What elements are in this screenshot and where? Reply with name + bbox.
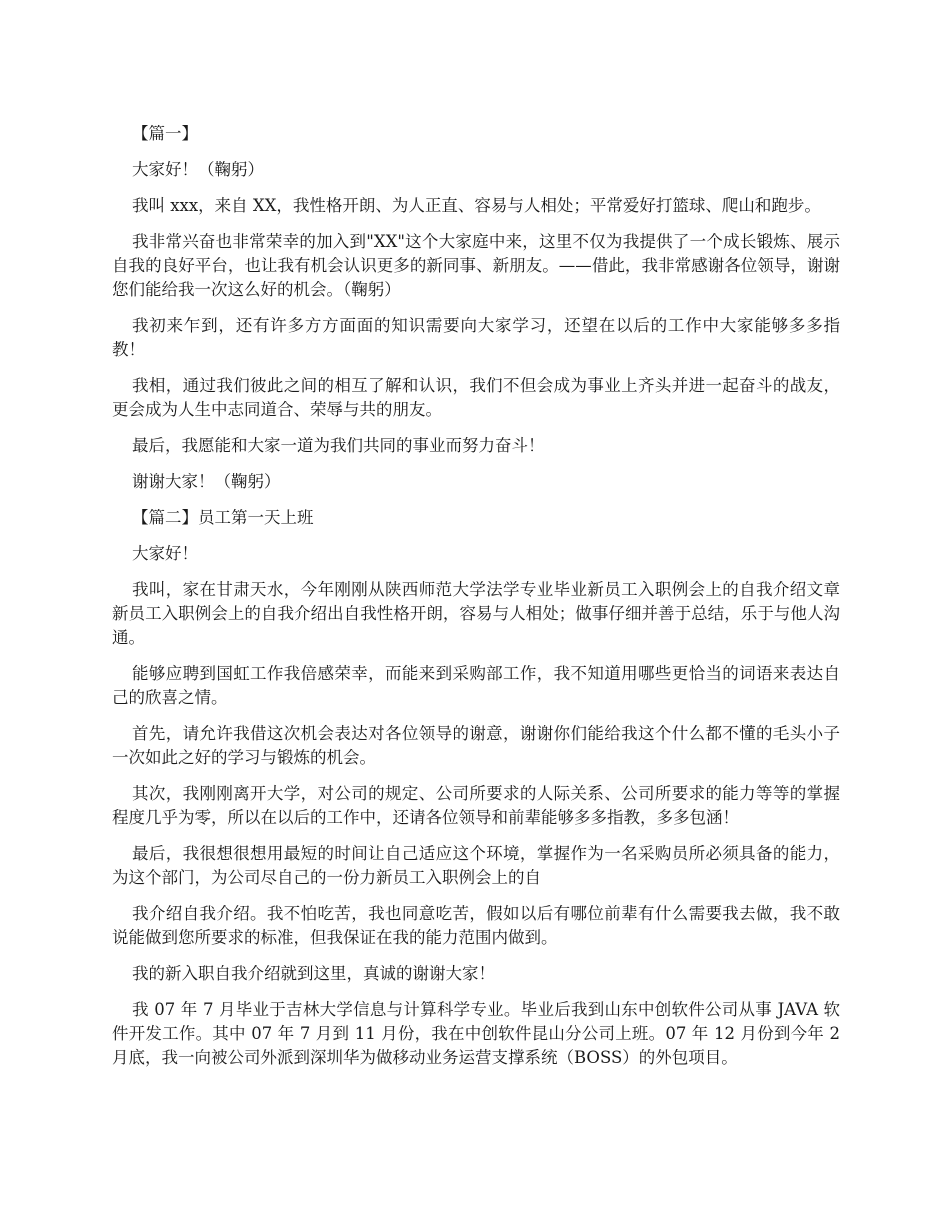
paragraph: 我的新入职自我介绍就到这里，真诚的谢谢大家！ [132, 964, 495, 983]
paragraph: 我非常兴奋也非常荣幸的加入到"XX"这个大家庭中来，这里不仅为我提供了一个成长锻炼、展示自我的良好平台，也让我有机会认识更多的新同事、新朋友。——借此，我非常感谢各位领导，谢谢您们能给我一次这么好的机会。（鞠躬） [112, 232, 840, 299]
paragraph: 谢谢大家！（鞠躬） [132, 472, 281, 491]
paragraph: 我相，通过我们彼此之间的相互了解和认识，我们不但会成为事业上齐头并进一起奋斗的战友，更会成为人生中志同道合、荣辱与共的朋友。 [112, 376, 840, 419]
paragraph: 最后，我很想很想用最短的时间让自己适应这个环境，掌握作为一名采购员所必须具备的能力，为这个部门，为公司尽自己的一份力新员工入职例会上的自 [112, 844, 840, 887]
paragraph: 首先，请允许我借这次机会表达对各位领导的谢意，谢谢你们能给我这个什么都不懂的毛头小子一次如此之好的学习与锻炼的机会。 [112, 724, 840, 767]
paragraph: 最后，我愿能和大家一道为我们共同的事业而努力奋斗！ [132, 436, 545, 455]
paragraph: 其次，我刚刚离开大学，对公司的规定、公司所要求的人际关系、公司所要求的能力等等的掌握程度几乎为零，所以在以后的工作中，还请各位领导和前辈能够多多指教，多多包涵！ [112, 784, 840, 827]
document-body [112, 122, 840, 1082]
paragraph: 大家好！（鞠躬） [132, 160, 264, 179]
section-heading-1: 【篇一】 [132, 124, 198, 143]
paragraph: 大家好！ [132, 544, 198, 563]
paragraph: 我介绍自我介绍。我不怕吃苦，我也同意吃苦，假如以后有哪位前辈有什么需要我去做，我不敢说能做到您所要求的标准，但我保证在我的能力范围内做到。 [112, 904, 840, 947]
paragraph: 我初来乍到，还有许多方方面面的知识需要向大家学习，还望在以后的工作中大家能够多多指教！ [112, 316, 840, 359]
paragraph: 我叫 xxx，来自 XX，我性格开朗、为人正直、容易与人相处；平常爱好打篮球、爬山和跑步。 [132, 196, 821, 215]
paragraph: 能够应聘到国虹工作我倍感荣幸，而能来到采购部工作，我不知道用哪些更恰当的词语来表达自己的欣喜之情。 [112, 664, 840, 707]
section-heading-2: 【篇二】员工第一天上班 [132, 508, 314, 527]
paragraph: 我叫，家在甘肃天水，今年刚刚从陕西师范大学法学专业毕业新员工入职例会上的自我介绍文章新员工入职例会上的自我介绍出自我性格开朗，容易与人相处；做事仔细并善于总结，乐于与他人沟通。 [112, 580, 840, 647]
paragraph: 我 07 年 7 月毕业于吉林大学信息与计算科学专业。毕业后我到山东中创软件公司从事 JAVA 软件开发工作。其中 07 年 7 月到 11 月份，我在中创软件昆山分公司上班。07 年 12 月份到今年 2 月底，我一向被公司外派到深圳华为做移动业务运营支撑系统（BOSS）的外包项目。 [112, 1000, 840, 1067]
